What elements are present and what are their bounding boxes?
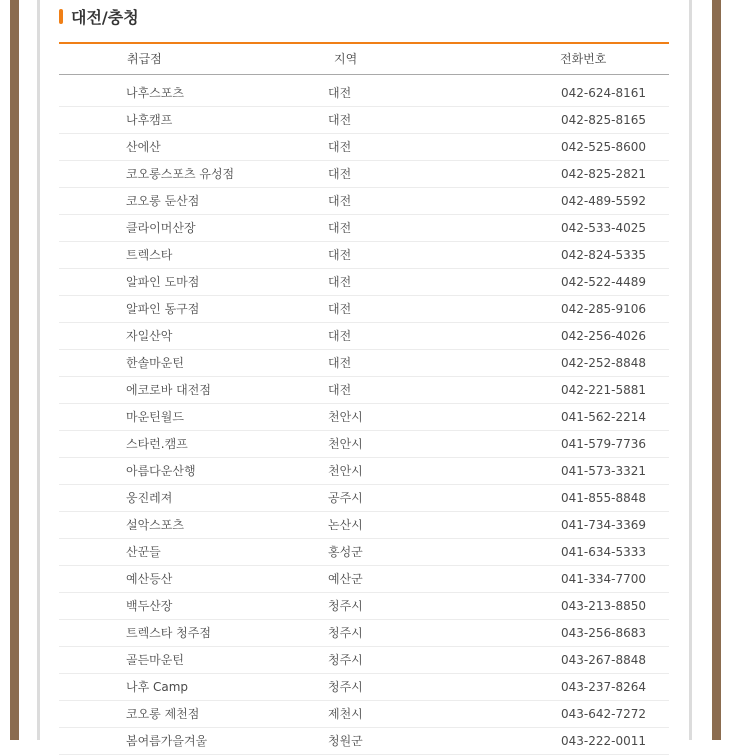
cell-phone: 042-624-8161	[561, 86, 647, 100]
content-left-border	[37, 0, 40, 740]
cell-name: 봄여름가을겨울	[126, 734, 208, 748]
cell-name: 백두산장	[126, 599, 173, 613]
content-right-border	[689, 0, 692, 740]
cell-name: 코오롱 제천점	[126, 707, 200, 721]
cell-name: 클라이머산장	[126, 221, 196, 235]
cell-name: 코오롱스포츠 유성점	[126, 167, 235, 181]
cell-name: 골든마운틴	[126, 653, 184, 667]
cell-name: 에코로바 대전점	[126, 383, 211, 397]
cell-name: 스타런.캠프	[126, 437, 188, 451]
cell-name: 트렉스타 청주점	[126, 626, 211, 640]
table-row	[59, 539, 669, 566]
cell-phone: 042-252-8848	[561, 356, 647, 370]
table-row	[59, 566, 669, 593]
cell-phone: 041-734-3369	[561, 518, 647, 532]
table-row	[59, 404, 669, 431]
cell-region: 제천시	[328, 707, 363, 721]
cell-phone: 043-642-7272	[561, 707, 647, 721]
table-row	[59, 728, 669, 755]
cell-phone: 042-525-8600	[561, 140, 647, 154]
cell-name: 나후 Camp	[126, 680, 189, 694]
table-row	[59, 188, 669, 215]
cell-phone: 043-256-8683	[561, 626, 647, 640]
table-row	[59, 620, 669, 647]
cell-region: 청주시	[328, 626, 363, 640]
table-row	[59, 215, 669, 242]
cell-name: 나후스포츠	[126, 86, 184, 100]
cell-phone: 043-222-0011	[561, 734, 647, 748]
cell-region: 예산군	[328, 572, 363, 586]
cell-phone: 042-522-4489	[561, 275, 647, 289]
cell-name: 산에산	[126, 140, 161, 154]
table-row	[59, 107, 669, 134]
frame-right-border	[712, 0, 721, 740]
cell-name: 아름다운산행	[126, 464, 196, 478]
cell-phone: 042-221-5881	[561, 383, 647, 397]
header-region: 지역	[334, 52, 358, 66]
cell-phone: 041-573-3321	[561, 464, 647, 478]
cell-phone: 042-825-2821	[561, 167, 647, 181]
cell-region: 공주시	[328, 491, 363, 505]
table-row	[59, 647, 669, 674]
cell-phone: 041-579-7736	[561, 437, 647, 451]
table-row	[59, 80, 669, 107]
cell-phone: 041-855-8848	[561, 491, 647, 505]
table-row	[59, 377, 669, 404]
cell-region: 천안시	[328, 464, 363, 478]
cell-region: 청주시	[328, 653, 363, 667]
table-body	[59, 80, 669, 755]
table-row	[59, 350, 669, 377]
cell-region: 대전	[328, 275, 352, 289]
section-title: 대전/충청	[71, 7, 139, 27]
cell-name: 예산등산	[126, 572, 173, 586]
cell-region: 대전	[328, 221, 352, 235]
frame-left-border	[10, 0, 19, 740]
table-row	[59, 512, 669, 539]
table-row	[59, 431, 669, 458]
table-row	[59, 134, 669, 161]
cell-region: 청주시	[328, 680, 363, 694]
cell-name: 알파인 도마점	[126, 275, 200, 289]
table-row	[59, 242, 669, 269]
cell-region: 대전	[328, 248, 352, 262]
cell-phone: 042-285-9106	[561, 302, 647, 316]
header-phone: 전화번호	[560, 52, 607, 66]
cell-phone: 042-489-5592	[561, 194, 647, 208]
cell-name: 설악스포츠	[126, 518, 184, 532]
cell-region: 대전	[328, 167, 352, 181]
cell-phone: 042-825-8165	[561, 113, 647, 127]
cell-phone: 041-334-7700	[561, 572, 647, 586]
cell-name: 웅진레져	[126, 491, 173, 505]
cell-name: 산꾼들	[126, 545, 161, 559]
cell-region: 홍성군	[328, 545, 363, 559]
cell-region: 대전	[328, 356, 352, 370]
cell-phone: 041-634-5333	[561, 545, 647, 559]
cell-phone: 042-256-4026	[561, 329, 647, 343]
cell-region: 대전	[328, 194, 352, 208]
header-name: 취급점	[127, 52, 162, 66]
cell-phone: 041-562-2214	[561, 410, 647, 424]
cell-region: 대전	[328, 329, 352, 343]
table-row	[59, 161, 669, 188]
table-row	[59, 323, 669, 350]
cell-region: 청주시	[328, 599, 363, 613]
table-row	[59, 701, 669, 728]
cell-phone: 042-824-5335	[561, 248, 647, 262]
table-header	[59, 42, 669, 75]
cell-region: 대전	[328, 86, 352, 100]
cell-region: 천안시	[328, 437, 363, 451]
table-row	[59, 296, 669, 323]
cell-region: 논산시	[328, 518, 363, 532]
dealer-table	[59, 42, 669, 755]
cell-region: 대전	[328, 383, 352, 397]
cell-region: 천안시	[328, 410, 363, 424]
table-row	[59, 485, 669, 512]
cell-region: 청원군	[328, 734, 363, 748]
cell-phone: 043-237-8264	[561, 680, 647, 694]
table-row	[59, 458, 669, 485]
cell-name: 알파인 동구점	[126, 302, 200, 316]
cell-phone: 043-213-8850	[561, 599, 647, 613]
table-row	[59, 674, 669, 701]
section-heading	[59, 4, 139, 28]
cell-name: 나후캠프	[126, 113, 173, 127]
cell-phone: 042-533-4025	[561, 221, 647, 235]
cell-phone: 043-267-8848	[561, 653, 647, 667]
cell-name: 트렉스타	[126, 248, 173, 262]
cell-name: 자일산악	[126, 329, 173, 343]
table-row	[59, 593, 669, 620]
title-marker-icon	[59, 9, 63, 24]
cell-region: 대전	[328, 113, 352, 127]
table-row	[59, 269, 669, 296]
cell-region: 대전	[328, 302, 352, 316]
cell-region: 대전	[328, 140, 352, 154]
cell-name: 한솔마운틴	[126, 356, 184, 370]
cell-name: 코오롱 둔산점	[126, 194, 200, 208]
cell-name: 마운틴월드	[126, 410, 184, 424]
